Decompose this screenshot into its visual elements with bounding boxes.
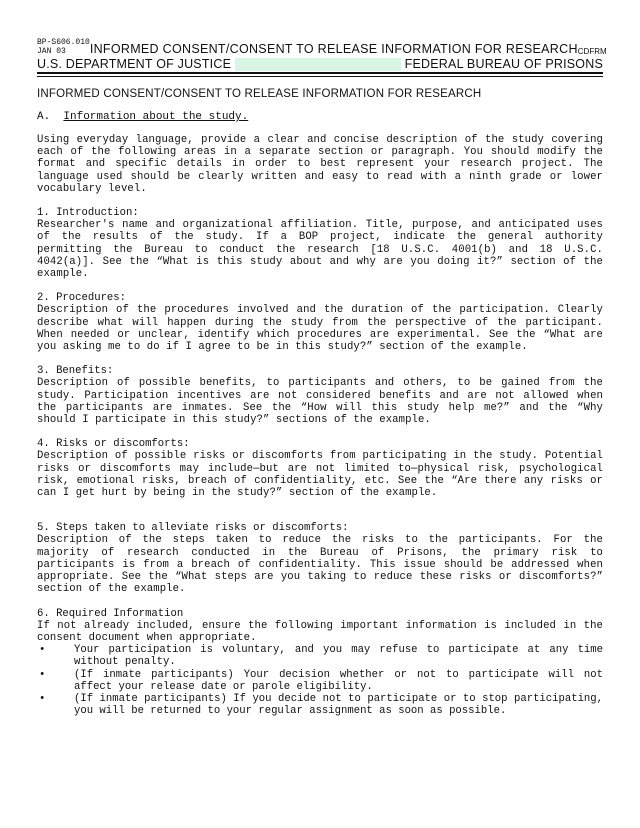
header-divider (37, 76, 603, 77)
list-item: • (If inmate participants) If you decide not to participate or to stop participating, you will be returned to your regular assignment as soon as possible. (37, 693, 603, 717)
required-info-list (37, 644, 603, 717)
item-text: Description of possible benefits, to participants and others, to be gained from the study. Participation incentives are not considered benefits and are not allowed when the participants are inmates. See the “How will this study help me?” and the “Why should I participate in this study?” sections of the example. (37, 377, 603, 427)
item-text: Researcher's name and organizational affiliation. Title, purpose, and anticipated uses of the results of the study. If a BOP project, indicate the general authority permitting the Bureau to conduct the research [18 U.S.C. 4001(b) and 18 U.S.C. 4042(a)]. See the “What is this study about and why are you doing it?” section of the example. (37, 219, 603, 281)
form-id (37, 38, 90, 56)
item-heading: 3. Benefits: (37, 365, 114, 378)
item-procedures (37, 292, 603, 353)
document-page (37, 38, 607, 718)
item-text: If not already included, ensure the following important information is included in the consent document when appropriate. (37, 619, 603, 644)
agency-bar (37, 57, 603, 74)
item-introduction (37, 207, 603, 280)
item-heading: 4. Risks or discomforts: (37, 438, 190, 451)
section-title: Information about the study. (63, 111, 249, 123)
form-code: CDFRM (577, 47, 607, 56)
form-title: INFORMED CONSENT/CONSENT TO RELEASE INFORMATION FOR RESEARCH (89, 42, 578, 56)
form-header (37, 38, 607, 56)
section-a-heading (37, 111, 603, 123)
item-heading: 5. Steps taken to alleviate risks or discomforts: (37, 522, 349, 535)
highlight-field (235, 58, 401, 71)
item-heading: 6. Required Information (37, 607, 184, 620)
item-risks (37, 438, 603, 499)
item-text: Description of the procedures involved and the duration of the participation. Clearly describe what will happen during the study from the perspective of the participant. When needed or unclear, identify which procedures are experimental. See the “What are you asking me to do if I agree to be in this study?” section of the example. (37, 304, 603, 354)
list-item: • Your participation is voluntary, and you may refuse to participate at any time without penalty. (37, 644, 603, 668)
item-text: Description of possible risks or discomforts from participating in the study. Potential risks or discomforts may include—but are not limited to—physical risk, psychological risk, emotional risks, breach of confidentiality, etc. See the “Are there any risks or can I get hurt by being in the study?” section of the example. (37, 450, 603, 500)
item-required-information (37, 608, 603, 718)
item-text: Description of the steps taken to reduce the risks to the participants. For the majority of research conducted in the Bureau of Prisons, the primary risk to participants is from a breach of confidentiality. This issue should be addressed when appropriate. See the “What steps are you taking to reduce these risks or discomforts?” section of the example. (37, 534, 603, 596)
bureau-name: FEDERAL BUREAU OF PRISONS (404, 57, 603, 71)
section-letter: A. (37, 111, 51, 123)
list-item: • (If inmate participants) Your decision whether or not to participate will not affect your release date or parole eligibility. (37, 669, 603, 693)
form-date: JAN 03 (37, 47, 66, 56)
item-benefits (37, 365, 603, 426)
form-number: BP-S606.010 (37, 38, 90, 47)
item-heading: 1. Introduction: (37, 207, 139, 220)
document-title: INFORMED CONSENT/CONSENT TO RELEASE INFORMATION FOR RESEARCH (37, 88, 482, 100)
item-heading: 2. Procedures: (37, 292, 127, 305)
item-steps (37, 522, 603, 595)
department-name: U.S. DEPARTMENT OF JUSTICE (37, 57, 232, 71)
intro-paragraph: Using everyday language, provide a clear and concise description of the study covering each of the following areas in a separate section or paragraph. You should modify the format and specific details in order to best represent your research project. The language used should be clearly written and easy to read with a ninth grade or lower vocabulary level. (37, 134, 603, 195)
